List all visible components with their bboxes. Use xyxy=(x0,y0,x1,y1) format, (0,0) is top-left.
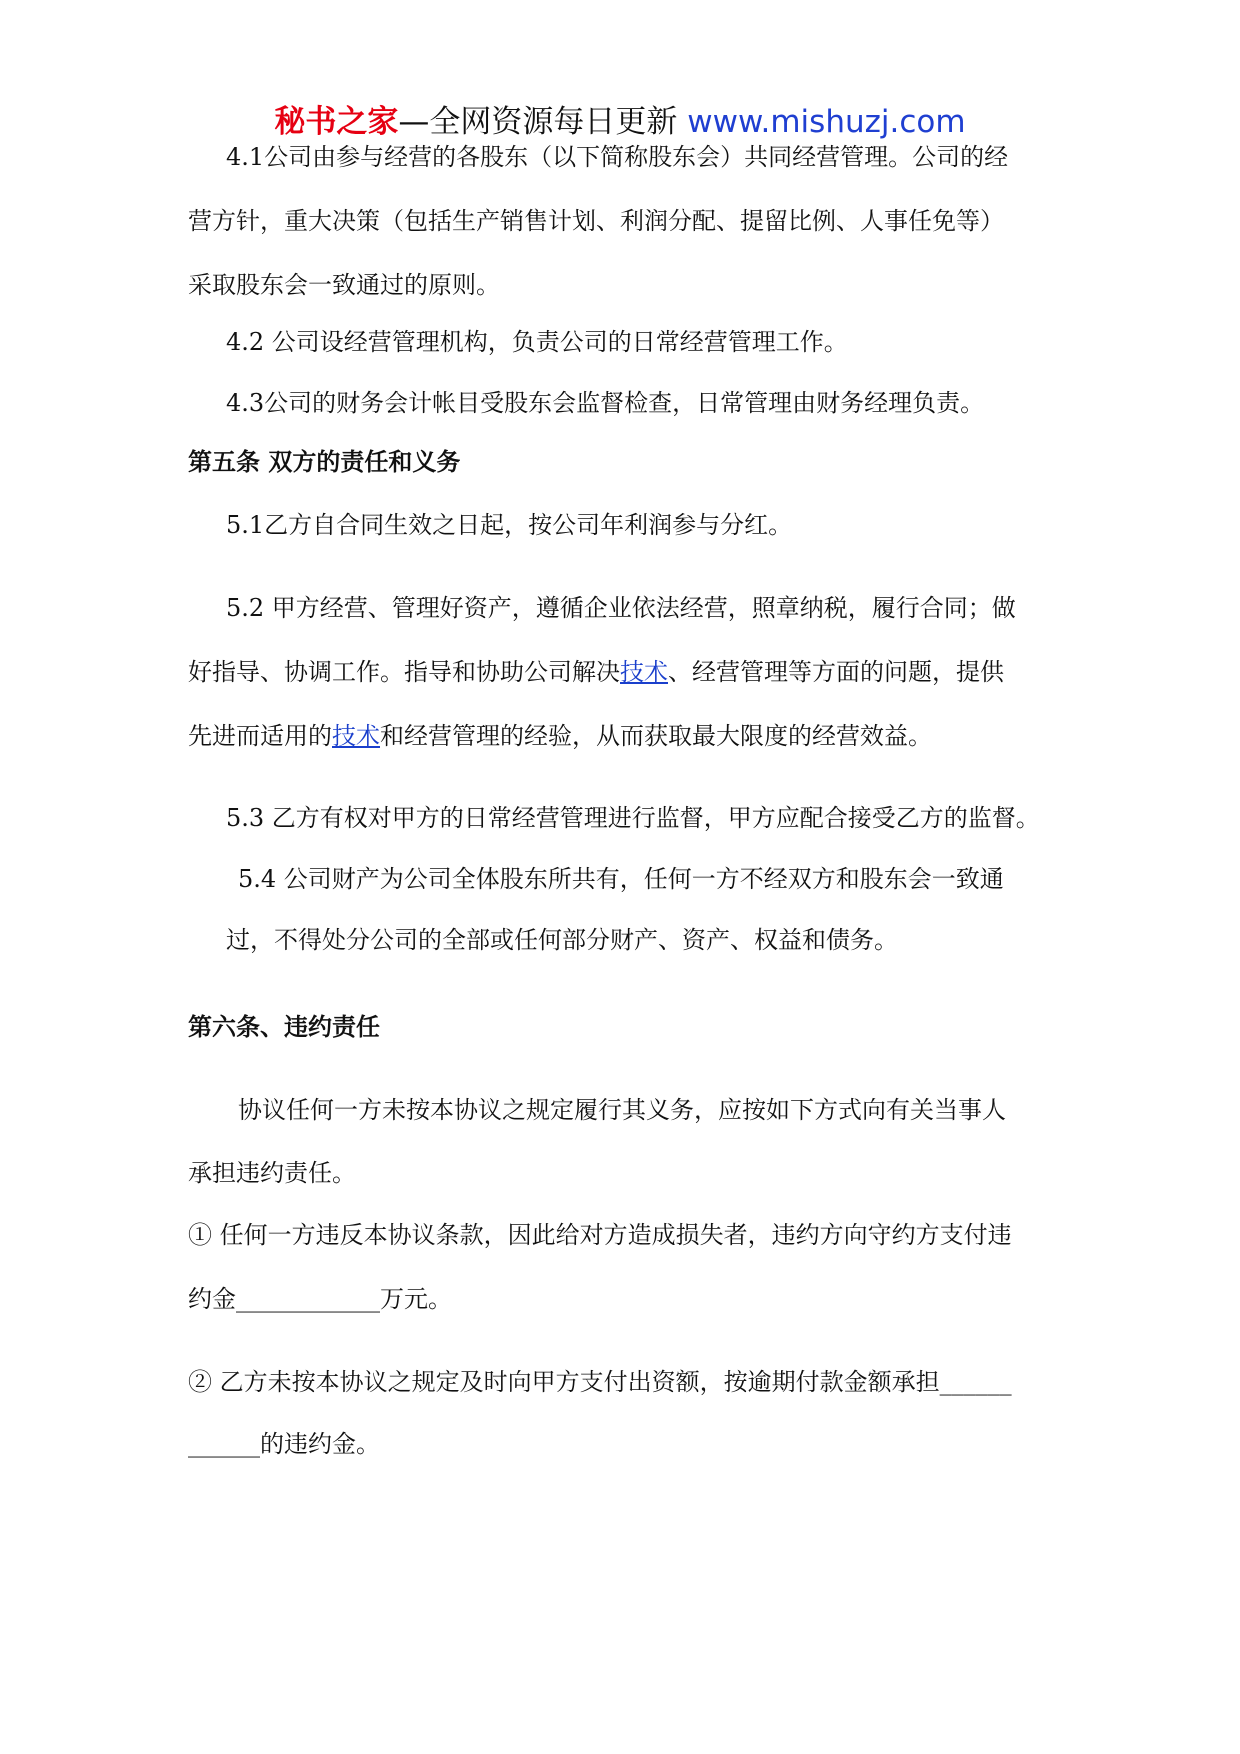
technology-link-1[interactable]: 技术 xyxy=(620,658,668,686)
article4-p3: 4.3公司的财务会计帐目受股东会监督检查，日常管理由财务经理负责。 xyxy=(226,389,985,417)
article4-p1-line1: 4.1公司由参与经营的各股东（以下简称股东会）共同经营管理。公司的经 xyxy=(226,143,1009,171)
article6-intro-line2: 承担违约责任。 xyxy=(188,1159,356,1187)
header-tagline: —全网资源每日更新 xyxy=(398,104,688,140)
site-header xyxy=(0,100,1240,144)
article5-p2-line3 xyxy=(188,719,932,753)
article6-item1-line1: ① 任何一方违反本协议条款，因此给对方造成损失者，违约方向守约方支付违 xyxy=(188,1221,1012,1249)
article6-heading: 第六条、违约责任 xyxy=(188,1013,380,1041)
article5-p2-line3-start: 先进而适用的 xyxy=(188,722,332,750)
article5-p2-line2-end: 、经营管理等方面的问题，提供 xyxy=(668,658,1004,686)
technology-link-2[interactable]: 技术 xyxy=(332,722,380,750)
article5-p2-line2-start: 好指导、协调工作。指导和协助公司解决 xyxy=(188,658,620,686)
article5-p2-line2 xyxy=(188,655,1004,689)
article5-heading: 第五条 双方的责任和义务 xyxy=(188,448,461,476)
article4-p1-line3: 采取股东会一致通过的原则。 xyxy=(188,271,500,299)
article6-item2-line1: ② 乙方未按本协议之规定及时向甲方支付出资额，按逾期付款金额承担______ xyxy=(188,1368,1012,1396)
brand-name: 秘书之家 xyxy=(274,104,399,140)
article5-p4-line2: 过，不得处分公司的全部或任何部分财产、资产、权益和债务。 xyxy=(226,926,898,954)
article6-intro-line1: 协议任何一方未按本协议之规定履行其义务，应按如下方式向有关当事人 xyxy=(238,1096,1006,1124)
article4-p2: 4.2 公司设经营管理机构，负责公司的日常经营管理工作。 xyxy=(226,328,848,356)
article6-item1-line2: 约金____________万元。 xyxy=(188,1285,452,1313)
article5-p1: 5.1乙方自合同生效之日起，按公司年利润参与分红。 xyxy=(226,511,793,539)
site-url[interactable]: www.mishuzj.com xyxy=(687,104,966,140)
article4-p1-line2: 营方针，重大决策（包括生产销售计划、利润分配、提留比例、人事任免等） xyxy=(188,207,1004,235)
article6-item2-line2: ______的违约金。 xyxy=(188,1430,380,1458)
article5-p2-line1: 5.2 甲方经营、管理好资产，遵循企业依法经营，照章纳税，履行合同；做 xyxy=(226,594,1016,622)
article5-p2-line3-end: 和经营管理的经验，从而获取最大限度的经营效益。 xyxy=(380,722,932,750)
article5-p3: 5.3 乙方有权对甲方的日常经营管理进行监督，甲方应配合接受乙方的监督。 xyxy=(226,804,1040,832)
article5-p4-line1: 5.4 公司财产为公司全体股东所共有，任何一方不经双方和股东会一致通 xyxy=(238,865,1004,893)
